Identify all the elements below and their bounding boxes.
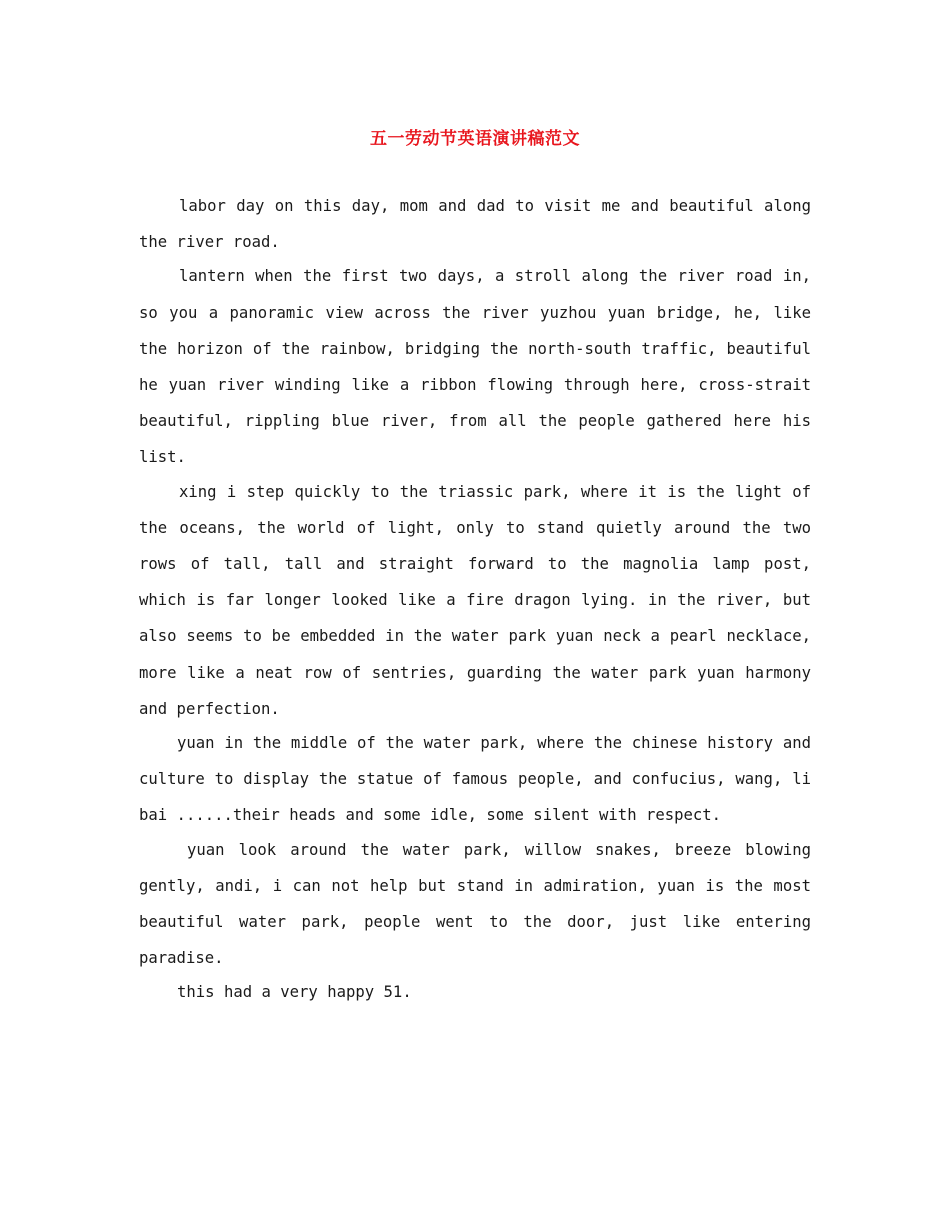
document-body — [139, 188, 811, 1011]
paragraph-1: labor day on this day, mom and dad to visit me and beautiful along the river road. — [139, 197, 811, 252]
paragraph-5: yuan look around the water park, willow snakes, breeze blowing gently, andi, i can not help but stand in admiration, yuan is the most beautiful water park, people went to the door, just like entering paradise. — [139, 840, 811, 968]
paragraph-4: yuan in the middle of the water park, where the chinese history and culture to display the statue of famous people, and confucius, wang, li bai ......their heads and some idle, some silent with respect. — [139, 734, 811, 825]
paragraph-6: this had a very happy 51. — [177, 983, 412, 1002]
paragraph-3: xing i step quickly to the triassic park, where it is the light of the oceans, the world of light, only to stand quietly around the two rows of tall, tall and straight forward to the magnolia lamp post, which is far longer looked like a fire dragon lying. in the river, but also seems to be embedded in the water park yuan neck a pearl necklace, more like a neat row of sentries, guarding the water park yuan harmony and perfection. — [139, 482, 811, 718]
document-title: 五一劳动节英语演讲稿范文 — [370, 129, 580, 149]
paragraph-2: lantern when the first two days, a stroll along the river road in, so you a panoramic view across the river yuzhou yuan bridge, he, like the horizon of the rainbow, bridging the north-south traffic, beautiful he yuan river winding like a ribbon flowing through here, cross-strait beautiful, rippling blue river, from all the people gathered here his list. — [139, 267, 811, 467]
